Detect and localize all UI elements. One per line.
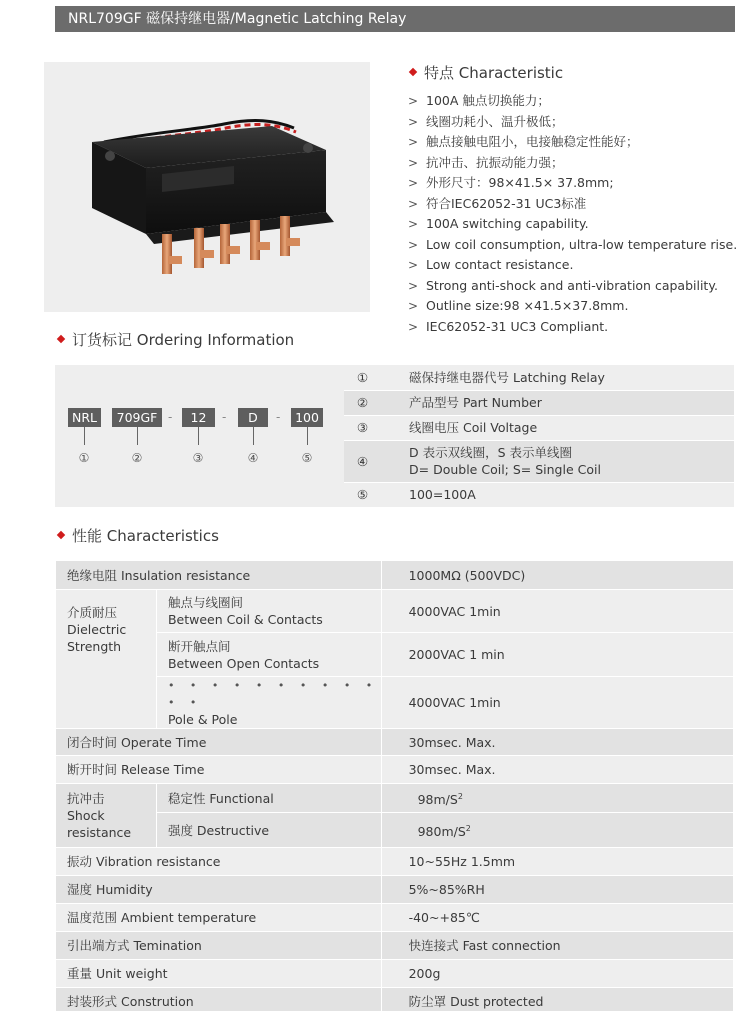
list-item: > 外形尺寸：98×41.5× 37.8mm; bbox=[408, 175, 614, 190]
list-item: > 符合IEC62052-31 UC3标准 bbox=[408, 195, 587, 211]
table-row: ④ D 表示双线圈，S 表示单线圈 D= Double Coil; S= Single Coil bbox=[344, 440, 734, 482]
diamond-bullet-icon bbox=[409, 67, 417, 75]
table-row: ① 磁保持继电器代号 Latching Relay bbox=[344, 365, 734, 390]
relay-image bbox=[44, 62, 370, 312]
list-item: > Low contact resistance. bbox=[408, 257, 574, 272]
code-current: 100 bbox=[291, 408, 323, 427]
table-row: 封装形式 Constrution 防尘罩 Dust protected bbox=[56, 988, 734, 1011]
table-row: 断开触点间 Between Open Contacts 2000VAC 1 min bbox=[56, 633, 734, 677]
ordering-heading: 订货标记 Ordering Information bbox=[58, 329, 294, 350]
table-row: 温度范围 Ambient temperature -40~+85℃ bbox=[56, 904, 734, 932]
table-row: ⑤ 100=100A bbox=[344, 482, 734, 507]
page-title: NRL709GF 磁保持继电器/Magnetic Latching Relay bbox=[55, 6, 735, 32]
diamond-bullet-icon bbox=[57, 530, 65, 538]
table-row: • • • • • • • • • • • • Pole & Pole 4000VAC 1min bbox=[56, 677, 734, 729]
table-row: 绝缘电阻 Insulation resistance 1000MΩ (500VDC) bbox=[56, 561, 734, 590]
table-row: ③ 线圈电压 Coil Voltage bbox=[344, 415, 734, 440]
list-item: > 线圈功耗小、温升极低； bbox=[408, 113, 564, 129]
list-item: > Low coil consumption, ultra-low temperature rise. bbox=[408, 236, 738, 252]
characteristic-list bbox=[408, 91, 748, 337]
table-row: 闭合时间 Operate Time 30msec. Max. bbox=[56, 729, 734, 756]
performance-heading: 性能 Characteristics bbox=[58, 525, 219, 546]
characteristic-heading: 特点 Characteristic bbox=[410, 62, 563, 83]
code-coil-type: D bbox=[238, 408, 268, 427]
list-item: > 100A switching capability. bbox=[408, 216, 589, 231]
table-row: 振动 Vibration resistance 10~55Hz 1.5mm bbox=[56, 848, 734, 876]
table-row: 重量 Unit weight 200g bbox=[56, 960, 734, 988]
product-photo bbox=[44, 62, 370, 312]
list-item: > 抗冲击、抗振动能力强； bbox=[408, 154, 564, 170]
list-item: > 100A 触点切换能力； bbox=[408, 93, 550, 108]
table-row: 引出端方式 Temination 快连接式 Fast connection bbox=[56, 932, 734, 960]
list-item: > Strong anti-shock and anti-vibration capability. bbox=[408, 277, 718, 293]
table-row: 断开时间 Release Time 30msec. Max. bbox=[56, 756, 734, 784]
code-prefix: NRL bbox=[68, 408, 101, 427]
table-row: ② 产品型号 Part Number bbox=[344, 390, 734, 415]
code-part-number: 709GF bbox=[112, 408, 162, 427]
table-row: 介质耐压 Dielectric Strength 触点与线圈间 Between Coil & Contacts 4000VAC 1min bbox=[56, 590, 734, 633]
ordering-table bbox=[344, 365, 734, 508]
diamond-bullet-icon bbox=[57, 334, 65, 342]
code-coil-voltage: 12 bbox=[182, 408, 215, 427]
table-row: 强度 Destructive $980m/S^2$ bbox=[56, 813, 734, 848]
performance-table bbox=[55, 560, 734, 1011]
list-item: > IEC62052-31 UC3 Compliant. bbox=[408, 318, 609, 334]
ordering-code-diagram: NRL 709GF - 12 - D - 100 ① ② ③ ④ ⑤ bbox=[55, 365, 344, 507]
list-item: > 触点接触电阻小，电接触稳定性能好； bbox=[408, 134, 639, 149]
list-item: > Outline size:98 ×41.5×37.8mm. bbox=[408, 298, 629, 313]
table-row: 抗冲击 Shock resistance 稳定性 Functional $98m/S^2$ bbox=[56, 784, 734, 813]
table-row: 湿度 Humidity 5%~85%RH bbox=[56, 876, 734, 904]
